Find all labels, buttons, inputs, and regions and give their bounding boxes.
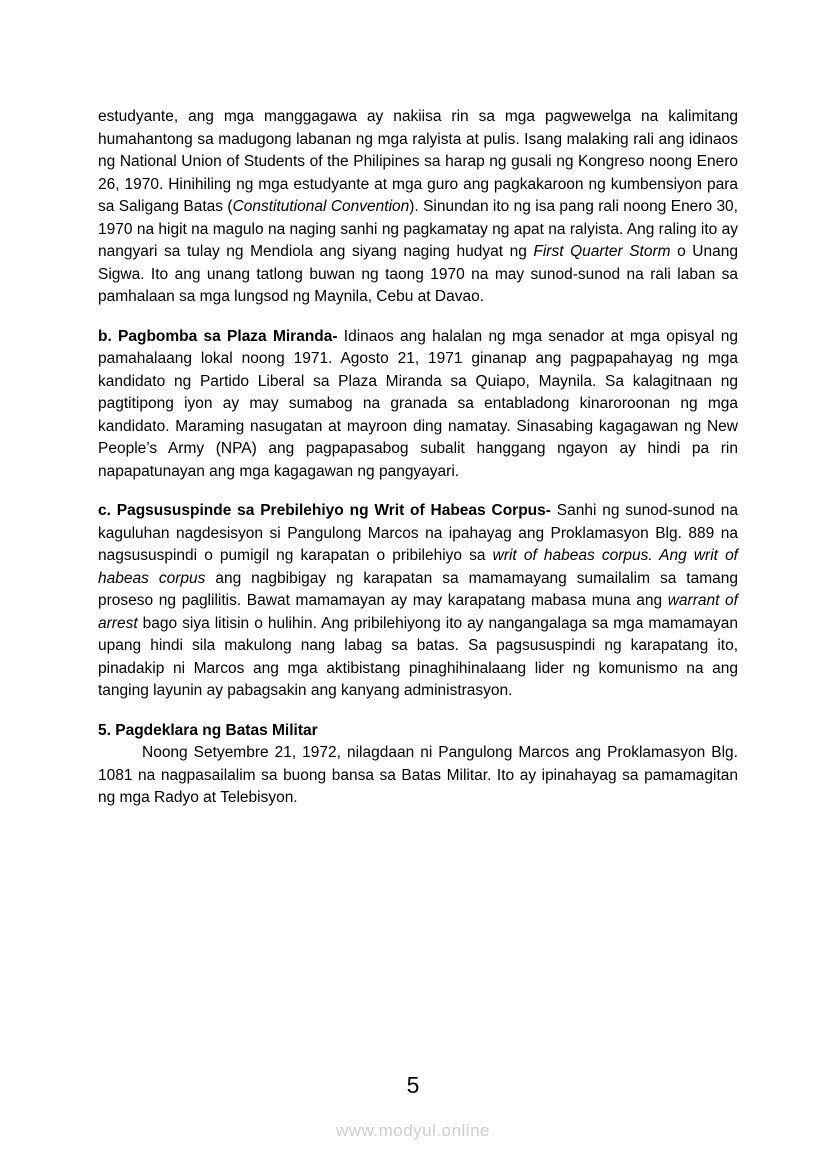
text-run: c. Pagsususpinde sa Prebilehiyo ng Writ of Habeas Corpus- [98,502,551,519]
text-run: b. Pagbomba sa Plaza Miranda- [98,327,338,345]
text-run: Sanhi ng sunod-sunod na kaguluhan nagdesisyon si Pangulong Marcos na ipahayag ang Proklamasyon Blg. 889 na nagsususpindi o pumigil ng karapatan o pribilehiyo sa [98,502,738,564]
text-run: warrant of arrest [98,592,738,632]
text-run: bago siya litisin o hulihin. Ang pribilehiyong ito ay nangangalaga sa mga mamamayan upang hindi sila makulong nang labag sa batas. Sa pagsususpindi ng karapatang ito, pinadakip ni Marcos ang mga aktibistang pinaghihinalaang lider ng komunismo na ang tanging layunin ay pabagsakin ang kanyang administrasyon. [98,614,738,699]
page-text-body [98,106,738,827]
text-run: writ of habeas corpus. Ang writ of habeas corpus [98,547,738,587]
text-run: Idinaos ang halalan ng mga senador at mga opisyal ng pamahalaang lokal noong 1971. Agosto 21, 1971 ginanap ang pagpapahayag ng mga kandidato ng Partido Liberal sa Plaza Miranda sa Quiapo, Maynila. Sa kalagitnaan ng pagtitipong iyon ay may sumabog na granada sa entabladong kinaroroonan ng mga kandidato. Maraming nasugatan at mayroon ding namatay. Sinasabing kagagawan ng New People’s Army (NPA) ang pagpapasabog subalit hanggang ngayon ay hindi pa rin napapatunayan ang mga kagagawan ng pangyayari. [98,327,739,480]
paragraph-habeas-corpus-suspension [98,500,738,703]
text-run: estudyante, ang mga manggagawa ay nakiisa rin sa mga pagwewelga na kalimitang humahantong sa madugong labanan ng mga ralyista at pulis. Isang malaking rali ang idinaos ng National Union of Students of the Philipines sa harap ng gusali ng Kongreso noong Enero 26, 1970. Hinihiling ng mga estudyante at mga guro ang pagkakaroon ng kumbensiyon para sa Saligang Batas ( [98,108,738,215]
text-run: ang nagbibigay ng karapatan sa mamamayang sumailalim sa tamang proseso ng paglilitis. Bawat mamamayan ay may karapatang mabasa muna ang [98,569,738,609]
text-run: First Quarter Storm [533,243,671,260]
text-run: ). Sinundan ito ng isa pang rali noong Enero 30, 1970 na higit na magulo na naging sanhi ng pagkamatay ng apat na ralyista. Ang raling ito ay nangyari sa tulay ng Mendiola ang siyang naging hudyat ng [98,198,738,260]
text-run: Constitutional Convention [232,198,410,215]
paragraph-plaza-miranda-bombing [98,326,738,484]
heading-batas-militar: 5. Pagdeklara ng Batas Militar [98,721,318,739]
watermark-text: www.modyul.online [335,1121,490,1140]
text-run: Noong Setyembre 21, 1972, nilagdaan ni Pangulong Marcos ang Proklamasyon Blg. 1081 na nagpasailalim sa buong bansa sa Batas Militar. Ito ay ipinahayag sa pamamagitan ng mga Radyo at Telebisyon. [98,744,738,806]
paragraph-student-rallies [98,106,738,309]
paragraph-batas-militar-declaration [98,742,738,810]
text-run: o Unang Sigwa. Ito ang unang tatlong buwan ng taong 1970 na may sunod-sunod na rali laban sa pamhalaan sa mga lungsod ng Maynila, Cebu at Davao. [98,243,738,305]
page-number: 5 [406,1072,420,1098]
